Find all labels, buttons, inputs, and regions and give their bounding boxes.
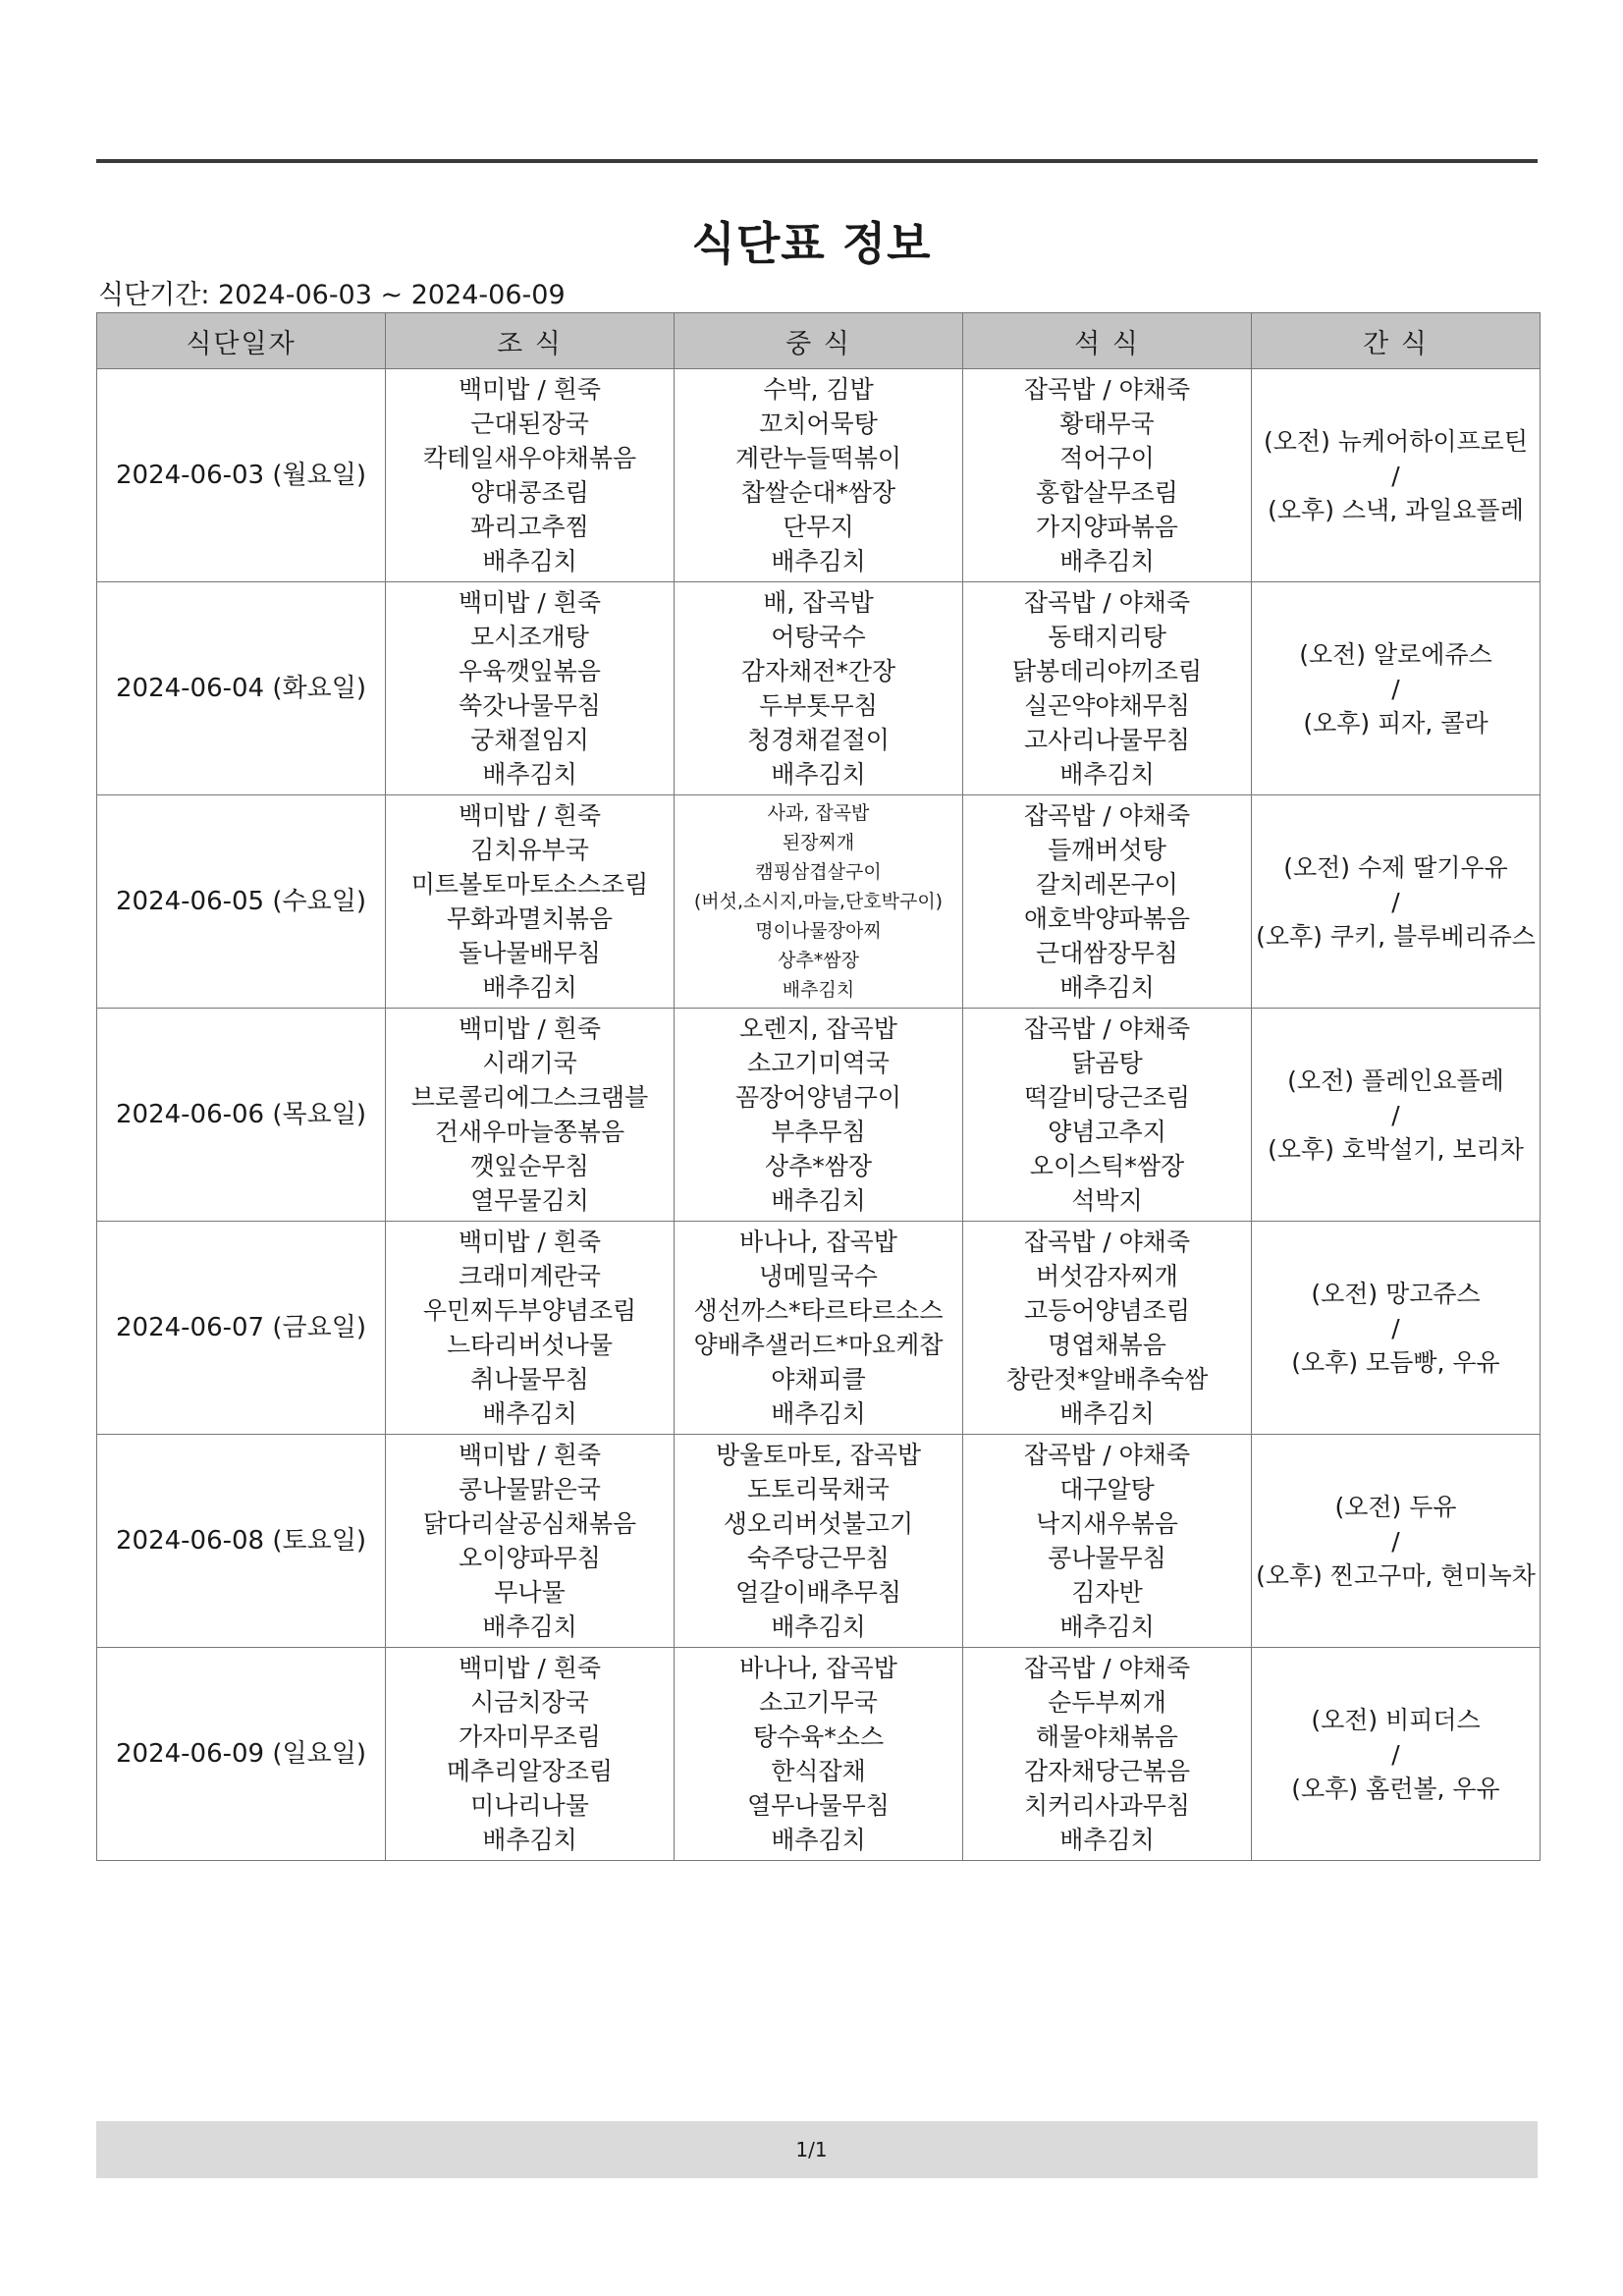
breakfast-item: 미트볼토마토소스조림 [410,870,649,899]
dinner-item: 적어구이 [1059,444,1155,472]
lunch-item: 냉메밀국수 [759,1262,878,1290]
dinner-item: 들깨버섯탕 [1048,836,1166,864]
snack-item: (오후) 홈런볼, 우유 [1291,1774,1500,1803]
lunch-item: 사과, 잡곡밥 [767,802,870,824]
top-divider [96,159,1538,163]
breakfast-item: 취나물무침 [470,1365,589,1394]
lunch-item: 감자채전*간장 [740,657,896,685]
page-number: 1/1 [795,2138,828,2161]
snack-item: (오전) 수제 딸기우유 [1283,852,1508,882]
lunch-item: 바나나, 잡곡밥 [739,1654,897,1682]
lunch-item: 소고기미역국 [747,1049,890,1077]
date-cell: 2024-06-05 (수요일) [97,795,386,1009]
dinner-item: 양념고추지 [1048,1118,1166,1146]
lunch-item: 탕수육*소스 [752,1722,885,1751]
dinner-cell [963,1435,1252,1648]
page-title: 식단표 정보 [691,217,932,270]
dinner-cell [963,1009,1252,1222]
lunch-item: 오렌지, 잡곡밥 [739,1014,897,1043]
breakfast-item: 쑥갓나물무침 [459,691,601,720]
dinner-item: 잡곡밥 / 야채죽 [1023,1014,1191,1043]
table-row [97,1435,1541,1648]
breakfast-item: 콩나물맑은국 [459,1475,601,1503]
lunch-cell [675,1435,963,1648]
breakfast-item: 궁채절임지 [470,726,589,754]
dinner-item: 가지양파볶음 [1036,513,1178,541]
breakfast-cell [386,582,675,795]
breakfast-cell [386,1435,675,1648]
breakfast-item: 크래미계란국 [459,1262,601,1290]
dinner-item: 갈치레몬구이 [1036,870,1178,899]
lunch-item: 배추김치 [771,1186,866,1215]
date-cell: 2024-06-08 (토요일) [97,1435,386,1648]
lunch-item: 생오리버섯불고기 [723,1509,914,1538]
snack-cell [1252,369,1541,582]
breakfast-item: 백미밥 / 흰죽 [458,1228,602,1256]
breakfast-item: 느타리버섯나물 [446,1331,614,1359]
dinner-item: 황태무국 [1059,410,1155,438]
breakfast-item: 배추김치 [482,1399,577,1428]
snack-cell [1252,1435,1541,1648]
breakfast-item: 백미밥 / 흰죽 [458,1654,602,1682]
breakfast-item: 모시조개탕 [470,623,589,651]
dinner-cell [963,795,1252,1009]
lunch-item: 배, 잡곡밥 [763,588,874,617]
breakfast-item: 깻잎순무침 [470,1152,589,1180]
breakfast-item: 무화과멸치볶음 [446,904,614,933]
dinner-item: 닭봉데리야끼조림 [1011,657,1203,685]
lunch-item: 배추김치 [771,1399,866,1428]
dinner-item: 낙지새우볶음 [1036,1509,1178,1538]
dinner-item: 석박지 [1071,1186,1143,1215]
lunch-item: 도토리묵채국 [747,1475,890,1503]
lunch-item: 바나나, 잡곡밥 [739,1228,897,1256]
dinner-item: 감자채당근볶음 [1023,1757,1191,1785]
dinner-item: 배추김치 [1059,1399,1155,1428]
lunch-cell [675,582,963,795]
menu-table [96,312,1541,1861]
breakfast-item: 시금치장국 [470,1688,589,1717]
dinner-item: 근대쌈장무침 [1036,939,1178,967]
dinner-item: 배추김치 [1059,547,1155,575]
snack-item: / [1391,1739,1400,1769]
snack-item: (오후) 스낵, 과일요플레 [1268,495,1524,524]
snack-item: (오전) 두유 [1334,1492,1457,1521]
breakfast-item: 닭다리살공심채볶음 [422,1509,637,1538]
lunch-item: 야채피클 [771,1365,866,1394]
dinner-item: 치커리사과무침 [1023,1791,1191,1820]
breakfast-item: 열무물김치 [470,1186,589,1215]
breakfast-item: 가자미무조림 [459,1722,601,1751]
snack-item: (오후) 호박설기, 보리차 [1268,1134,1524,1164]
lunch-cell [675,1648,963,1861]
dinner-item: 순두부찌개 [1048,1688,1166,1717]
breakfast-item: 무나물 [494,1578,566,1607]
lunch-item: 수박, 김밥 [763,375,874,404]
snack-cell [1252,1222,1541,1435]
breakfast-item: 백미밥 / 흰죽 [458,375,602,404]
snack-item: / [1391,674,1400,703]
breakfast-item: 메추리알장조림 [446,1757,614,1785]
date-cell: 2024-06-07 (금요일) [97,1222,386,1435]
dinner-item: 고등어양념조림 [1023,1296,1191,1325]
date-cell: 2024-06-09 (일요일) [97,1648,386,1861]
lunch-item: 한식잡채 [771,1757,866,1785]
lunch-item: 얼갈이배추무침 [734,1578,902,1607]
breakfast-item: 미나리나물 [470,1791,589,1820]
table-row [97,1648,1541,1861]
lunch-item: 소고기무국 [759,1688,878,1717]
snack-item: / [1391,1313,1400,1342]
dinner-cell [963,1222,1252,1435]
lunch-item: 명이나물장아찌 [755,920,882,942]
breakfast-item: 양대콩조림 [470,478,589,507]
breakfast-item: 백미밥 / 흰죽 [458,1014,602,1043]
lunch-cell [675,1009,963,1222]
breakfast-item: 브로콜리에그스크램블 [410,1083,649,1112]
snack-item: (오후) 모듬빵, 우유 [1291,1347,1500,1377]
breakfast-item: 우민찌두부양념조림 [422,1296,637,1325]
lunch-item: 부추무침 [771,1118,866,1146]
header-row [97,313,1541,369]
dinner-cell [963,369,1252,582]
dinner-item: 해물야채볶음 [1036,1722,1178,1751]
lunch-item: 두부톳무침 [759,691,878,720]
lunch-item: 찹쌀순대*쌈장 [740,478,896,507]
dinner-item: 대구알탕 [1059,1475,1155,1503]
dinner-item: 잡곡밥 / 야채죽 [1023,1228,1191,1256]
table-row [97,369,1541,582]
lunch-item: 꼬치어묵탕 [759,410,878,438]
breakfast-item: 칵테일새우야채볶음 [422,444,637,472]
snack-cell [1252,582,1541,795]
dinner-item: 홍합살무조림 [1036,478,1178,507]
menu-period: 식단기간: 2024-06-03 ~ 2024-06-09 [98,280,566,310]
snack-item: (오전) 망고쥬스 [1311,1279,1481,1308]
snack-item: (오전) 알로에쥬스 [1299,639,1492,669]
dinner-item: 실곤약야채무침 [1023,691,1191,720]
dinner-item: 잡곡밥 / 야채죽 [1023,375,1191,404]
dinner-item: 잡곡밥 / 야채죽 [1023,1654,1191,1682]
lunch-item: 어탕국수 [771,623,866,651]
snack-item: (오전) 비피더스 [1311,1705,1481,1734]
dinner-item: 오이스틱*쌈장 [1029,1152,1185,1180]
lunch-cell [675,1222,963,1435]
date-cell: 2024-06-06 (목요일) [97,1009,386,1222]
header-date: 식단일자 [97,313,386,369]
breakfast-cell [386,795,675,1009]
header-lunch: 중 식 [675,313,963,369]
breakfast-item: 백미밥 / 흰죽 [458,801,602,830]
lunch-item: 청경채겉절이 [747,726,890,754]
dinner-item: 애호박양파볶음 [1023,904,1191,933]
breakfast-item: 건새우마늘쫑볶음 [434,1118,625,1146]
breakfast-cell [386,369,675,582]
lunch-item: 배추김치 [771,1826,866,1854]
lunch-item: 단무지 [783,513,854,541]
date-cell: 2024-06-03 (월요일) [97,369,386,582]
dinner-item: 잡곡밥 / 야채죽 [1023,1441,1191,1469]
breakfast-item: 배추김치 [482,1613,577,1641]
lunch-cell [675,369,963,582]
snack-item: / [1391,461,1400,490]
table-row [97,1222,1541,1435]
lunch-cell [675,795,963,1009]
breakfast-item: 배추김치 [482,973,577,1002]
breakfast-item: 백미밥 / 흰죽 [458,588,602,617]
snack-cell [1252,1009,1541,1222]
dinner-item: 버섯감자찌개 [1036,1262,1178,1290]
snack-item: (오후) 피자, 콜라 [1303,708,1488,738]
dinner-item: 창란젓*알배추숙쌈 [1005,1365,1209,1394]
lunch-item: 캠핑삼겹살구이 [755,861,882,883]
breakfast-item: 오이양파무침 [459,1544,601,1572]
table-row [97,795,1541,1009]
menu-body [97,369,1541,1861]
lunch-item: 꼼장어양념구이 [734,1083,902,1112]
breakfast-item: 배추김치 [482,547,577,575]
table-row [97,582,1541,795]
lunch-item: 계란누들떡볶이 [734,444,902,472]
breakfast-item: 돌나물배무침 [459,939,601,967]
dinner-item: 명엽채볶음 [1048,1331,1166,1359]
lunch-item: 방울토마토, 잡곡밥 [715,1441,922,1469]
snack-item: / [1391,1526,1400,1556]
dinner-item: 배추김치 [1059,760,1155,789]
dinner-cell [963,582,1252,795]
breakfast-cell [386,1648,675,1861]
dinner-cell [963,1648,1252,1861]
dinner-item: 배추김치 [1059,1826,1155,1854]
breakfast-item: 배추김치 [482,1826,577,1854]
dinner-item: 김자반 [1071,1578,1143,1607]
lunch-item: 열무나물무침 [747,1791,890,1820]
lunch-item: 양배추샐러드*마요케찹 [693,1331,944,1359]
header-breakfast: 조 식 [386,313,675,369]
table-row [97,1009,1541,1222]
breakfast-item: 김치유부국 [470,836,589,864]
dinner-item: 잡곡밥 / 야채죽 [1023,801,1191,830]
breakfast-item: 근대된장국 [470,410,589,438]
dinner-item: 떡갈비당근조림 [1023,1083,1191,1112]
snack-cell [1252,1648,1541,1861]
lunch-item: 배추김치 [771,760,866,789]
lunch-item: 된장찌개 [782,832,855,853]
dinner-item: 잡곡밥 / 야채죽 [1023,588,1191,617]
header-dinner: 석 식 [963,313,1252,369]
breakfast-item: 꽈리고추찜 [470,513,589,541]
lunch-item: 배추김치 [771,547,866,575]
breakfast-item: 우육깻잎볶음 [459,657,601,685]
lunch-item: 상추*쌈장 [764,1152,873,1180]
lunch-item: 생선까스*타르타르소스 [693,1296,944,1325]
dinner-item: 동태지리탕 [1048,623,1166,651]
dinner-item: 배추김치 [1059,973,1155,1002]
breakfast-cell [386,1222,675,1435]
dinner-item: 배추김치 [1059,1613,1155,1641]
header-snack: 간 식 [1252,313,1541,369]
snack-item: / [1391,887,1400,916]
lunch-item: 숙주당근무침 [747,1544,890,1572]
snack-item: / [1391,1100,1400,1129]
lunch-item: (버섯,소시지,마늘,단호박구이) [693,891,944,912]
breakfast-item: 배추김치 [482,760,577,789]
snack-item: (오후) 찐고구마, 현미녹차 [1256,1560,1536,1590]
breakfast-cell [386,1009,675,1222]
breakfast-item: 시래기국 [482,1049,577,1077]
snack-item: (오전) 뉴케어하이프로틴 [1264,426,1528,456]
breakfast-item: 백미밥 / 흰죽 [458,1441,602,1469]
dinner-item: 닭곰탕 [1071,1049,1143,1077]
lunch-item: 상추*쌈장 [778,950,859,971]
dinner-item: 콩나물무침 [1048,1544,1166,1572]
lunch-item: 배추김치 [782,979,855,1001]
dinner-item: 고사리나물무침 [1023,726,1191,754]
snack-item: (오전) 플레인요플레 [1287,1066,1504,1095]
snack-cell [1252,795,1541,1009]
lunch-item: 배추김치 [771,1613,866,1641]
date-cell: 2024-06-04 (화요일) [97,582,386,795]
snack-item: (오후) 쿠키, 블루베리쥬스 [1256,921,1536,951]
